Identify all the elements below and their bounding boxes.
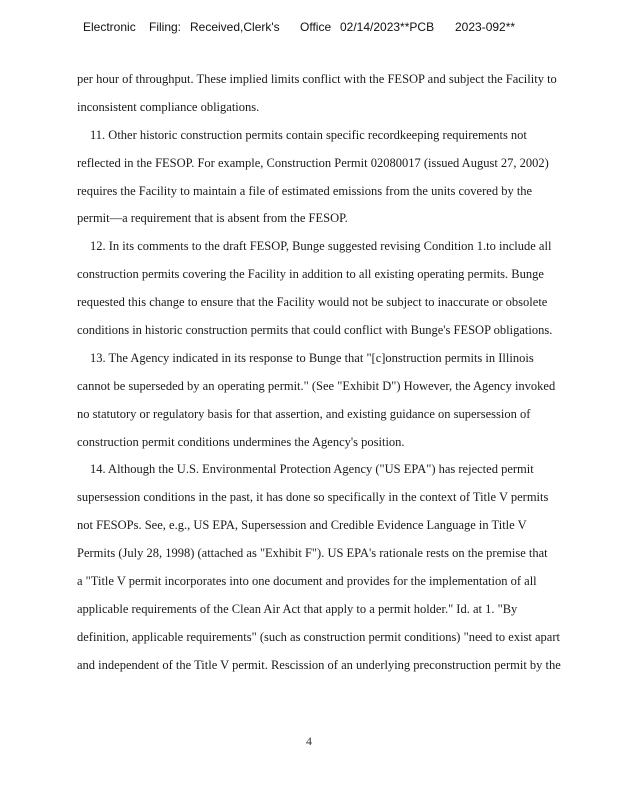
body-line: Permits (July 28, 1998) (attached as "Exhibit F"). US EPA's rationale rests on the premise that — [77, 546, 548, 561]
stamp-filing: Filing: — [149, 20, 182, 34]
body-line: no statutory or regulatory basis for that assertion, and existing guidance on supersession of — [77, 406, 531, 421]
body-line: construction permit conditions undermines the Agency's position. — [77, 434, 405, 449]
stamp-office: Office — [300, 20, 332, 34]
body-line: conditions in historic construction permits that could conflict with Bunge's FESOP obligations. — [77, 323, 553, 338]
body-line: requires the Facility to maintain a file of estimated emissions from the units covered by the — [77, 183, 533, 198]
paragraph-11-start: 11. Other historic construction permits contain specific recordkeeping requirements not — [90, 127, 527, 142]
body-line: permit—a requirement that is absent from the FESOP. — [77, 211, 348, 226]
body-line: cannot be superseded by an operating permit." (See "Exhibit D") However, the Agency invoked — [77, 378, 556, 393]
body-line: definition, applicable requirements" (such as construction permit conditions) "need to exist apart — [77, 629, 560, 644]
body-line: and independent of the Title V permit. Rescission of an underlying preconstruction permit by the — [77, 657, 561, 672]
body-line: inconsistent compliance obligations. — [77, 99, 260, 114]
stamp-docket: 2023-092** — [455, 20, 516, 34]
stamp-electronic: Electronic — [83, 20, 136, 34]
page-number: 4 — [306, 734, 312, 748]
body-line: supersession conditions in the past, it has done so specifically in the context of Title V permits — [77, 490, 549, 505]
body-line: per hour of throughput. These implied limits conflict with the FESOP and subject the Facility to — [77, 72, 557, 86]
document-body — [77, 69, 607, 683]
stamp-date: 02/14/2023**PCB — [340, 20, 435, 34]
filing-stamp-header — [0, 20, 618, 36]
body-line: requested this change to ensure that the Facility would not be subject to inaccurate or obsolete — [77, 295, 548, 310]
body-line: reflected in the FESOP. For example, Construction Permit 02080017 (issued August 27, 2002) — [77, 155, 549, 170]
body-line: applicable requirements of the Clean Air Act that apply to a permit holder." Id. at 1. "By — [77, 601, 518, 616]
paragraph-12-start: 12. In its comments to the draft FESOP, Bunge suggested revising Condition 1.to include all — [90, 239, 552, 254]
paragraph-13-start: 13. The Agency indicated in its response to Bunge that "[c]onstruction permits in Illinois — [90, 350, 534, 365]
paragraph-14-start: 14. Although the U.S. Environmental Protection Agency ("US EPA") has rejected permit — [90, 462, 534, 477]
body-line: not FESOPs. See, e.g., US EPA, Supersession and Credible Evidence Language in Title V — [77, 518, 527, 533]
body-line: a "Title V permit incorporates into one document and provides for the implementation of all — [77, 574, 537, 589]
stamp-received: Received,Clerk's — [190, 20, 280, 34]
body-line: construction permits covering the Facility in addition to all existing operating permits. Bunge — [77, 267, 544, 282]
